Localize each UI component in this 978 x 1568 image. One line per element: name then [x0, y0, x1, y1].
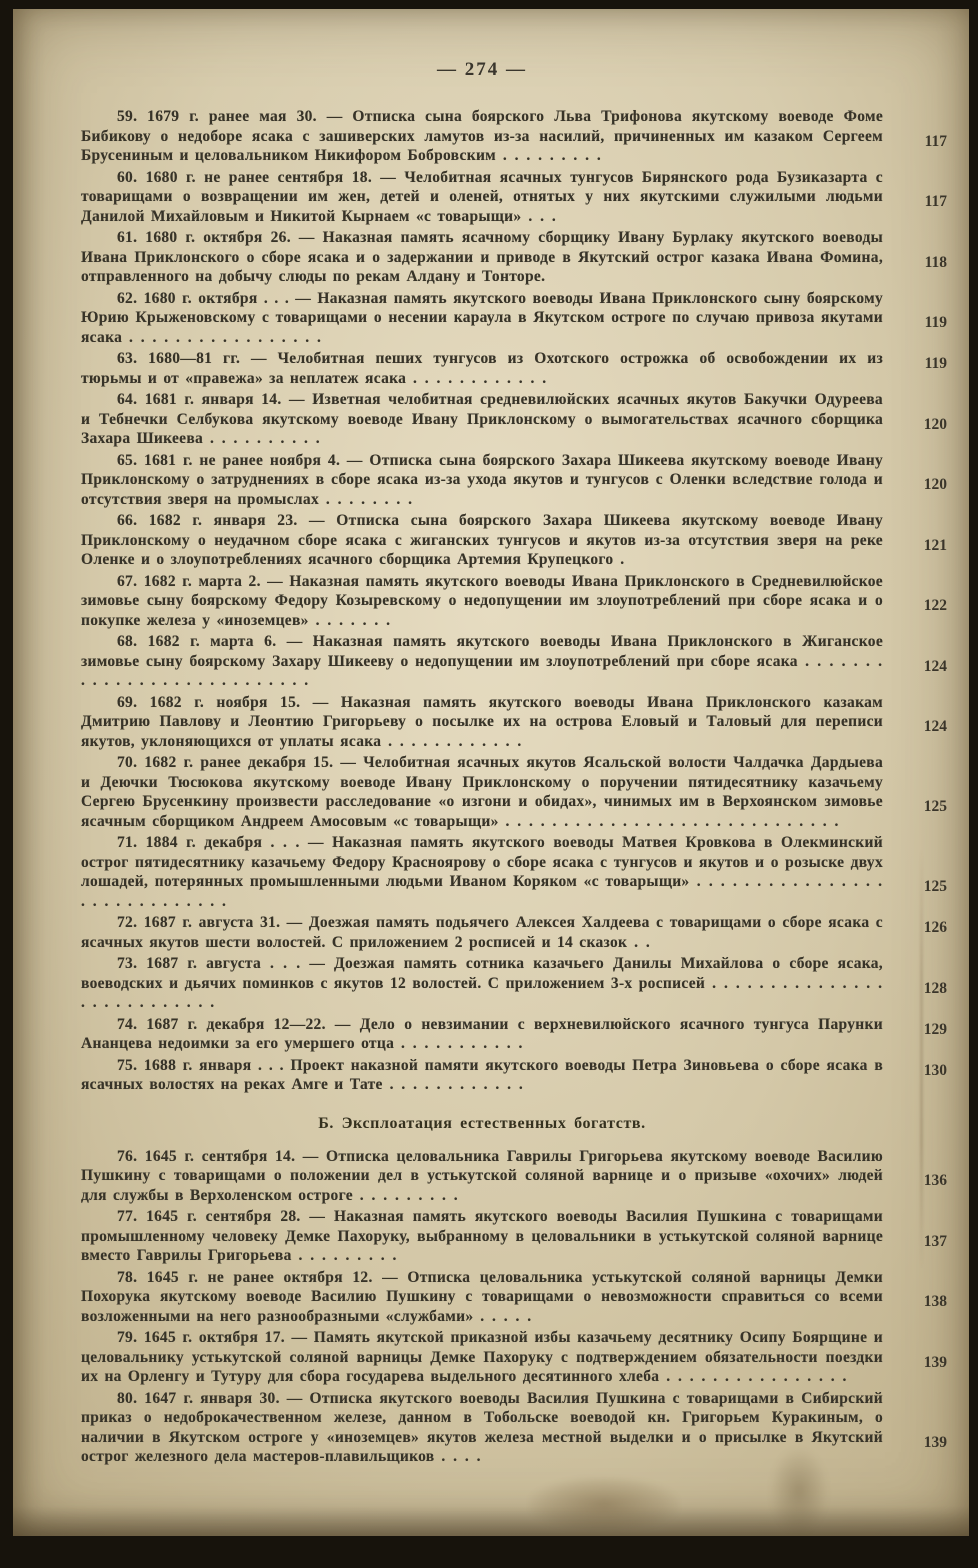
section-b-heading: Б. Эксплоатация естественных богатств. — [318, 1114, 646, 1132]
dot-leader: . . . . . . . . . . . . — [406, 369, 548, 387]
entry-number: 69. — [117, 693, 150, 711]
page-ref: 138 — [923, 1293, 947, 1310]
toc-entry — [81, 451, 947, 510]
toc-entry — [81, 107, 947, 166]
dot-leader: . . . . . . . . . . . . — [381, 732, 523, 750]
dot-leader: . . . . . . . . . . — [203, 430, 321, 447]
dot-leader: . . . . . . . — [308, 611, 391, 629]
toc-entry — [81, 1147, 947, 1206]
entry-text: 66. 1682 г. января 23. — Отписка сына боярского Захара Шикеева якутскому воеводе Ивану Приклонскому о неудачном сборе ясака с жиганских тунгусов и якутов из-за отсутствия зверя на реке Оленке и о злоупотреблениях ясачного сборщика Артемия Крупецкого . — [81, 512, 883, 568]
entry-number: 72. — [117, 914, 144, 931]
page-ref: 136 — [923, 1172, 947, 1189]
page-paper — [13, 9, 969, 1536]
toc-entry — [81, 1207, 947, 1266]
entry-number: 74. — [117, 1015, 147, 1033]
page-content — [13, 9, 969, 1467]
toc-entry — [81, 349, 947, 388]
entry-text: 61. 1680 г. октября 26. — Наказная память ясачному сборщику Ивану Бурлаку якутского воеводы Ивана Приклонского о сборе ясака и о задержании и приводе в Якутский острог казака Ивана Фомина, отправленного на добычу слюды по рекам Алдану и Тонторе. — [81, 229, 883, 285]
entry-text: 75. 1688 г. января . . . Проект наказной памяти якутского воеводы Петра Зиновьева о сборе ясака в ясачных волостях на реках Амге и Тате . . . . . . . . . . . . — [81, 1056, 883, 1093]
entry-number: 78. — [117, 1268, 147, 1286]
toc-entry — [81, 1015, 947, 1054]
page-ref: 119 — [924, 314, 947, 331]
toc-entry — [81, 833, 947, 911]
page-ref: 129 — [923, 1020, 947, 1038]
dot-leader: . . . . . — [473, 1307, 533, 1325]
toc-entry — [81, 693, 947, 752]
page-ref: 121 — [923, 536, 947, 554]
entry-number: 77. — [117, 1208, 147, 1225]
page-ref: 124 — [923, 657, 947, 675]
dot-leader: . . . . . . . . . . . . . . . . . . . . . . . . . . . — [81, 652, 883, 689]
page-ref: 119 — [924, 355, 947, 372]
page-ref: 128 — [923, 979, 947, 997]
entry-text: 76. 1645 г. сентября 14. — Отписка целовальника Гаврилы Григорьева якутскому воеводе Василию Пушкину с товарищами о положении дел в устькутской соляной варнице и о призыве «охочих» людей для службы в Верхоленском остроге . . . . . . . . . — [81, 1147, 884, 1204]
dot-leader: . . . — [521, 207, 557, 225]
dot-leader: . . . . . . . . . . . . — [382, 1076, 524, 1093]
entry-number: 73. — [117, 955, 147, 972]
toc-entry — [81, 1389, 947, 1467]
toc-entry — [81, 390, 947, 449]
entry-number: 76. — [117, 1147, 145, 1165]
entry-number: 80. — [117, 1389, 145, 1407]
entry-text: 77. 1645 г. сентября 28. — Наказная память якутского воеводы Василия Пушкина с товарищами промышленному человеку Демке Пахоруку, выбранному в целовальники в устькутской соляной варнице вместо Гаврилы Григорьева . . . . . . . . . — [81, 1208, 883, 1264]
toc-entry — [81, 572, 947, 631]
dot-leader: . . . . . . . . . . . . . . . . . . . . . . . . . . . . . — [81, 873, 884, 910]
toc-entry — [81, 289, 947, 348]
entry-text: 68. 1682 г. марта 6. — Наказная память якутского воеводы Ивана Приклонского в Жиганское зимовье сыну боярскому Захару Шикееву о недопущении им злоупотреблений при сборе ясака . . . . . . . . . . . . . . . . . . . . . . . . . . . — [81, 633, 883, 689]
entry-number: 60. — [117, 168, 146, 186]
dot-leader: . . . . — [434, 1448, 482, 1465]
page-ref: 137 — [923, 1232, 947, 1250]
toc-entry — [81, 511, 947, 570]
entry-text: 67. 1682 г. марта 2. — Наказная память якутского воеводы Ивана Приклонского в Средневилюйское зимовье сыну боярскому Федору Козыревскому о недопущении им злоупотреблений при сборе ясака и о покупке железа у «иноземцев» . . . . . . . — [81, 572, 883, 629]
dot-leader: . . . . . . . . . . . . . . . . . . . . . . . . . . . — [81, 974, 884, 1011]
toc-entry — [81, 632, 947, 691]
entry-text: 79. 1645 г. октября 17. — Память якутской приказной избы казачьему десятнику Осипу Боярщине и целовальнику устькутской соляной варницы Демке Пахоруку с подтверждением обязательности поездки их на Орленгу и Тутуру для сбора государева выдельного десятинного хлеба . . . . . . . . . . . . . . . . — [81, 1329, 884, 1385]
entry-text: 62. 1680 г. октября . . . — Наказная память якутского воеводы Ивана Приклонского сыну боярскому Юрию Крыженовскому с товарищами о несении караула в Якутском остроге по случаю привоза якутами ясака . . . . . . . . . . . . . . . . . — [81, 289, 883, 346]
entry-number: 79. — [117, 1329, 144, 1346]
page-ref: 120 — [923, 476, 947, 493]
entry-text: 73. 1687 г. августа . . . — Доезжая память сотника казачьего Данилы Михайлова о сборе ясака, воеводских и дьячих поминков с якутов 12 волостей. С приложением 3-х росписей . . . . . . . . . . . . . . . . . . . . . . . . . . . — [81, 955, 884, 1011]
entry-number: 71. — [117, 834, 146, 851]
dot-leader: . . . . . . . . . — [352, 1186, 459, 1204]
dot-leader: . . . . . . . . . . . — [394, 1035, 524, 1052]
dot-leader: . . . . . . . . . — [496, 147, 602, 164]
toc-entry — [81, 228, 947, 287]
page-ref: 122 — [923, 597, 947, 614]
entry-text: 72. 1687 г. августа 31. — Доезжая память подьячего Алексея Халдеева с товарищами о сборе ясака с ясачных якутов шести волостей. С приложением 2 росписей и 14 сказок . . — [81, 914, 883, 951]
page-number-header: — 274 — — [437, 59, 527, 80]
toc-entry — [81, 1268, 947, 1327]
page-ref: 130 — [923, 1061, 947, 1079]
entry-number: 68. — [117, 633, 148, 650]
entry-text: 74. 1687 г. декабря 12—22. — Дело о невзимании с верхневилюйского ясачного тунгуса Парунки Ананцева недоимки за его умершего отца . . . . . . . . . . . — [81, 1015, 883, 1052]
toc-entry — [81, 168, 947, 227]
page-ref: 120 — [923, 415, 947, 433]
entry-number: 61. — [117, 229, 146, 246]
page-ref: 124 — [923, 718, 947, 735]
toc-entry — [81, 913, 947, 952]
entry-text: 80. 1647 г. января 30. — Отписка якутского воеводы Василия Пушкина с товарищами в Сибирский приказ о недоброкачественном железе, данном в Тобольске воеводой кн. Григорьем Куракиным, о наличии в Якутском остроге у «иноземцев» якутов железа местной выделки и о присылке в Якутский острог железного дела мастеров-плавильщиков . . . . — [81, 1389, 884, 1465]
dot-leader: . . . . . . . . . . . . . . . . . . . . . . . . . . . . . — [498, 812, 840, 830]
page-ref: 125 — [923, 878, 947, 895]
section-a-entries — [81, 107, 947, 1095]
dot-leader: . . . . . . . . — [319, 490, 413, 508]
toc-entry — [81, 753, 947, 831]
page-ref: 117 — [924, 193, 947, 210]
page-ref: 126 — [923, 919, 947, 936]
entry-text: 64. 1681 г. января 14. — Изветная челобитная средневилюйских ясачных якутов Бакучки Одуреева и Тебнечки Селбукова якутскому воеводе Ивану Приклонскому о вымогательствах ясачного сборщика Захара Шикеева . . . . . . . . . . — [81, 391, 883, 447]
dot-leader: . . . . . . . . . . . . . . . . . — [122, 328, 322, 346]
dot-leader: . . — [627, 933, 651, 951]
entry-text: 63. 1680—81 гг. — Челобитная пеших тунгусов из Охотского острожка об освобождении их из тюрьмы и от «правежа» за неплатеж ясака . . . . . . . . . . . . — [81, 350, 883, 387]
page-ref: 118 — [924, 253, 947, 271]
toc-entry — [81, 954, 947, 1013]
entry-number: 66. — [117, 512, 149, 529]
page-ref: 139 — [923, 1433, 947, 1451]
page-ref: 139 — [923, 1353, 947, 1371]
page-ref: 117 — [924, 132, 947, 150]
dot-leader: . . . . . . . . . — [291, 1247, 398, 1264]
entry-number: 59. — [117, 108, 148, 125]
entry-number: 70. — [117, 754, 145, 771]
entry-number: 64. — [117, 391, 145, 408]
dot-leader: . . . . . . . . . . . . . . . . — [659, 1368, 848, 1385]
entry-number: 67. — [117, 572, 144, 590]
entry-text: 78. 1645 г. не ранее октября 12. — Отписка целовальника устькутской соляной варницы Демки Похорука якутскому воеводе Василию Пушкину с товарищами о невозможности справиться со всеми возложенными на него разнообразными «службами» . . . . . — [81, 1268, 883, 1325]
entry-number: 75. — [117, 1056, 144, 1074]
entry-number: 62. — [117, 289, 144, 307]
dot-leader: . — [613, 551, 626, 568]
entry-number: 63. — [117, 350, 149, 367]
toc-entry — [81, 1328, 947, 1387]
paper-stain — [529, 1477, 679, 1532]
entry-text: 65. 1681 г. не ранее ноября 4. — Отписка сына боярского Захара Шикеева якутскому воеводе Ивану Приклонскому о затруднениях в сборе ясака из-за ухода якутов и тунгусов с Оленки вследствие голода и отсутствия зверя на промыслах . . . . . . . . — [81, 451, 883, 508]
entry-text: 69. 1682 г. ноября 15. — Наказная память якутского воеводы Ивана Приклонского казакам Дмитрию Павлову и Леонтию Григорьеву о посылке их на острова Еловый и Таловый для переписи якутов, уклоняющихся от уплаты ясака . . . . . . . . . . . . — [81, 693, 884, 750]
page-ref: 125 — [923, 798, 947, 815]
entry-text: 70. 1682 г. ранее декабря 15. — Челобитная ясачных якутов Ясальской волости Чалдачка Дардыева и Деючки Тюсюкова якутскому воеводе Ивану Приклонскому о поручении пятидесятнику казачьему Сергею Брусенкину произвести расследование «о изгони и обидах», чинимых им в Верхоянском зимовье ясачным сборщиком Андреем Амосовым «с товарыщи» . . . . . . . . . . . . . . . . . . . . . . . . . . . . . — [81, 754, 884, 830]
entry-number: 65. — [117, 451, 145, 469]
entry-text: 71. 1884 г. декабря . . . — Наказная память якутского воеводы Матвея Кровкова в Олекминский острог пятидесятнику казачьему Федору Красноярову о сборе ясака с тунгусов и якутов и о розыске двух лошадей, потерянных промышленными людьми Иваном Коряком «с товарыщи» . . . . . . . . . . . . . . . . . . . . . . . . . . . . . — [81, 834, 884, 910]
entry-text: 60. 1680 г. не ранее сентября 18. — Челобитная ясачных тунгусов Бирянского рода Бузиказарта с товарищами о возвращении им жен, детей и оленей, отнятых у них якутскими служилыми людьми Данилой Михайловым и Никитой Кырнаем «с товарыщи» . . . — [81, 168, 883, 225]
section-b-entries — [81, 1147, 947, 1467]
entry-text: 59. 1679 г. ранее мая 30. — Отписка сына боярского Льва Трифонова якутскому воеводе Фоме Бибикову о недоборе ясака с зашиверских ламутов из-за насилий, причиненных им казаком Сергеем Брусениным и целовальником Никифором Бобровским . . . . . . . . . — [81, 108, 883, 164]
toc-entry — [81, 1056, 947, 1095]
